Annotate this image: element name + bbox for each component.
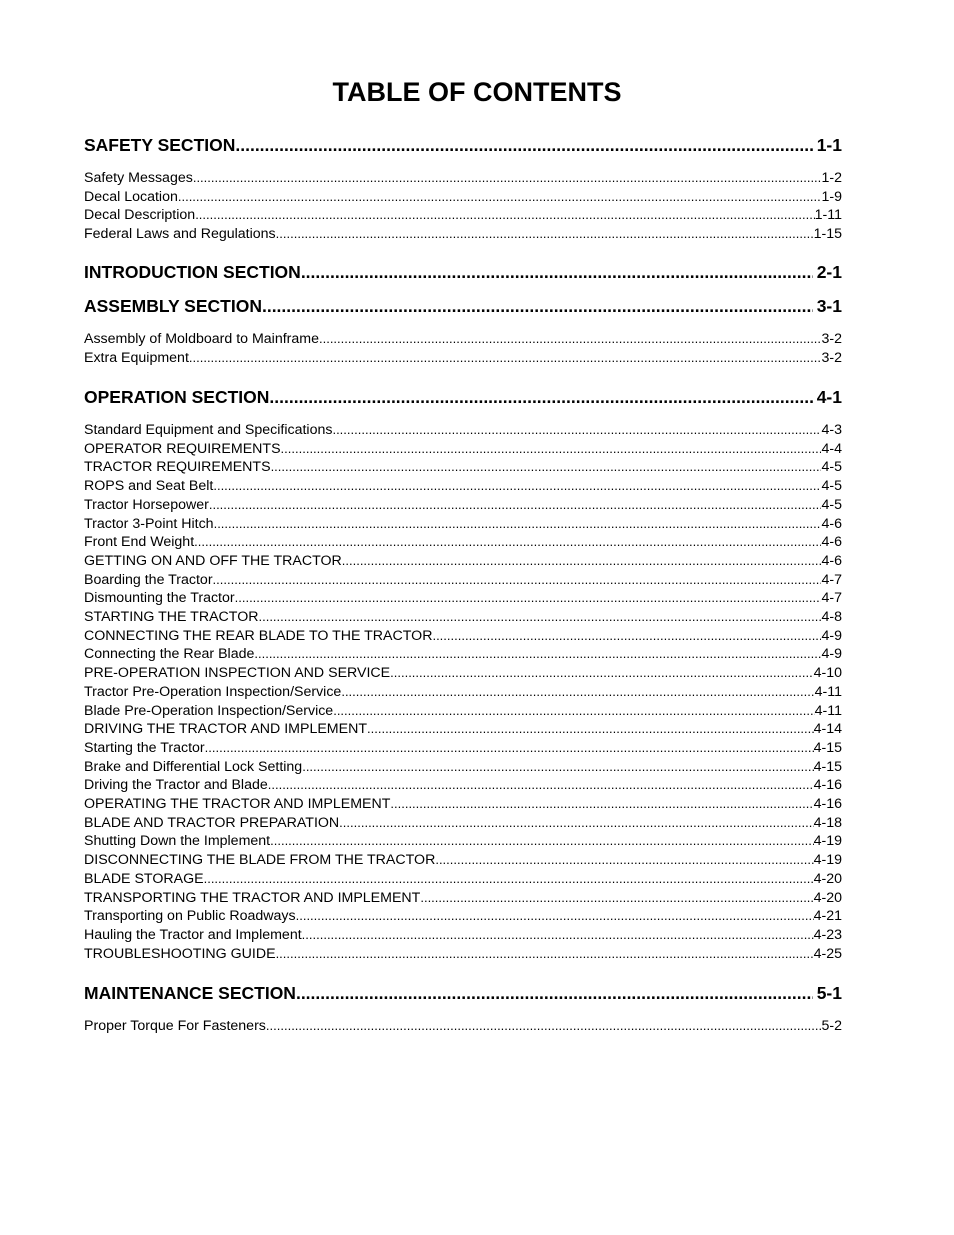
- entry-page-number: 3-2: [821, 349, 842, 366]
- dot-leader: [269, 386, 812, 408]
- dot-leader: [302, 758, 813, 775]
- entry-label: DRIVING THE TRACTOR AND IMPLEMENT: [84, 721, 368, 738]
- toc-entry[interactable]: [84, 1017, 842, 1034]
- entry-page-number: 4-9: [821, 646, 842, 663]
- dot-leader: [342, 552, 822, 569]
- entry-page-number: 4-14: [813, 721, 842, 738]
- dot-leader: [435, 851, 813, 868]
- dot-leader: [205, 739, 814, 756]
- entry-label: Dismounting the Tractor: [84, 590, 235, 607]
- entry-page-number: 4-20: [813, 889, 842, 906]
- entry-label: Tractor Horsepower: [84, 496, 209, 513]
- entry-page-number: 4-19: [813, 852, 842, 869]
- toc-entry[interactable]: [84, 795, 842, 812]
- dot-leader: [432, 627, 821, 644]
- dot-leader: [333, 702, 814, 719]
- entry-page-number: 4-3: [821, 422, 842, 438]
- dot-leader: [301, 261, 813, 283]
- entry-label: Decal Location: [84, 188, 178, 205]
- toc-entry[interactable]: [84, 889, 842, 906]
- entry-label: DISCONNECTING THE BLADE FROM THE TRACTOR: [84, 852, 436, 869]
- toc-entry[interactable]: [84, 739, 842, 756]
- toc-entry[interactable]: [84, 477, 842, 494]
- entry-label: BLADE AND TRACTOR PREPARATION: [84, 814, 340, 831]
- page-title: TABLE OF CONTENTS: [332, 77, 622, 107]
- entry-page-number: 4-25: [813, 945, 842, 962]
- entry-label: Safety Messages: [84, 170, 193, 186]
- toc-entry[interactable]: [84, 188, 842, 205]
- entry-label: Boarding the Tractor: [84, 571, 213, 588]
- entry-page-number: 4-6: [821, 534, 842, 551]
- entry-label: Front End Weight: [84, 534, 195, 551]
- dot-leader: [262, 295, 813, 317]
- entry-label: TROUBLESHOOTING GUIDE: [84, 945, 276, 962]
- toc-entry[interactable]: [84, 758, 842, 775]
- toc-entry[interactable]: [84, 571, 842, 588]
- entry-label: Tractor Pre-Operation Inspection/Service: [84, 683, 342, 700]
- dot-leader: [266, 1017, 822, 1034]
- dot-leader: [420, 889, 813, 906]
- entry-label: Transporting on Public Roadways: [84, 908, 296, 925]
- entry-page-number: 4-15: [813, 739, 842, 756]
- entry-label: Brake and Differential Lock Setting: [84, 758, 303, 775]
- toc-entry[interactable]: [84, 664, 842, 681]
- dot-leader: [296, 907, 814, 924]
- entry-page-number: 4-5: [821, 478, 842, 495]
- dot-leader: [390, 664, 813, 681]
- entry-label: STARTING THE TRACTOR: [84, 609, 259, 625]
- entry-label: GETTING ON AND OFF THE TRACTOR: [84, 552, 342, 569]
- entry-page-number: 4-11: [814, 683, 842, 700]
- dot-leader: [195, 206, 814, 223]
- dot-leader: [276, 225, 814, 242]
- toc-entry[interactable]: [84, 169, 842, 186]
- entry-label: Proper Torque For Fasteners: [84, 1018, 266, 1034]
- dot-leader: [271, 458, 822, 475]
- entry-label: TRACTOR REQUIREMENTS: [84, 459, 271, 476]
- entry-page-number: 4-5: [821, 459, 842, 476]
- entry-page-number: 4-16: [813, 777, 842, 794]
- dot-leader: [178, 188, 822, 205]
- toc-entry[interactable]: [84, 330, 842, 347]
- dot-leader: [209, 496, 822, 513]
- entry-page-number: 4-9: [821, 627, 842, 644]
- entry-page-number: 4-7: [821, 571, 842, 588]
- dot-leader: [254, 645, 821, 662]
- section-label: MAINTENANCE SECTION: [84, 983, 296, 1003]
- section-label: ASSEMBLY SECTION: [84, 296, 262, 316]
- entry-page-number: 4-23: [813, 926, 842, 943]
- dot-leader: [194, 533, 821, 550]
- entry-label: Federal Laws and Regulations: [84, 226, 276, 243]
- dot-leader: [296, 982, 813, 1004]
- dot-leader: [339, 814, 813, 831]
- toc-entry[interactable]: [84, 589, 842, 606]
- entry-label: Standard Equipment and Specifications: [84, 422, 333, 438]
- toc-entry[interactable]: [84, 720, 842, 737]
- entry-page-number: 4-7: [821, 590, 842, 607]
- entry-page-number: 4-6: [821, 552, 842, 569]
- entry-label: Driving the Tractor and Blade: [84, 777, 268, 794]
- entry-label: BLADE STORAGE: [84, 870, 204, 887]
- entry-label: Shutting Down the Implement: [84, 833, 271, 850]
- entry-page-number: 4-19: [813, 833, 842, 850]
- section-page-number: 5-1: [816, 983, 842, 1003]
- toc-entry[interactable]: [84, 683, 842, 700]
- toc-section-entry[interactable]: [84, 982, 842, 1004]
- dot-leader: [213, 477, 821, 494]
- toc-section-entry[interactable]: [84, 386, 842, 408]
- dot-leader: [213, 571, 822, 588]
- entry-page-number: 4-8: [821, 609, 842, 625]
- toc-entry[interactable]: [84, 851, 842, 868]
- toc-entry[interactable]: [84, 945, 842, 962]
- entry-label: OPERATING THE TRACTOR AND IMPLEMENT: [84, 796, 391, 812]
- dot-leader: [341, 683, 814, 700]
- toc-entry[interactable]: [84, 870, 842, 887]
- toc-entry[interactable]: [84, 349, 842, 366]
- dot-leader: [258, 608, 821, 625]
- entry-page-number: 3-2: [821, 331, 842, 347]
- toc-entry[interactable]: [84, 496, 842, 513]
- toc-entry[interactable]: [84, 225, 842, 242]
- entry-page-number: 4-4: [821, 440, 842, 457]
- entry-label: PRE-OPERATION INSPECTION AND SERVICE: [84, 665, 391, 682]
- section-page-number: 4-1: [816, 387, 842, 407]
- toc-entry[interactable]: [84, 552, 842, 569]
- section-page-number: 2-1: [816, 262, 842, 282]
- entry-label: TRANSPORTING THE TRACTOR AND IMPLEMENT: [84, 889, 421, 906]
- entry-page-number: 1-2: [821, 170, 842, 186]
- entry-page-number: 4-15: [813, 758, 842, 775]
- toc-entry[interactable]: [84, 776, 842, 793]
- dot-leader: [270, 832, 813, 849]
- toc-entry[interactable]: [84, 702, 842, 719]
- dot-leader: [302, 926, 814, 943]
- entry-page-number: 4-6: [821, 515, 842, 532]
- toc-section-entry[interactable]: [84, 295, 842, 317]
- entry-page-number: 4-10: [813, 665, 842, 682]
- toc-entry[interactable]: [84, 907, 842, 924]
- entry-label: Connecting the Rear Blade: [84, 646, 255, 663]
- entry-label: Tractor 3-Point Hitch: [84, 515, 214, 532]
- dot-leader: [319, 330, 822, 347]
- dot-leader: [235, 589, 822, 606]
- toc-entry[interactable]: [84, 458, 842, 475]
- section-page-number: 3-1: [816, 296, 842, 316]
- toc-section-entry[interactable]: [84, 261, 842, 283]
- toc-entry[interactable]: [84, 814, 842, 831]
- entry-label: Assembly of Moldboard to Mainframe: [84, 331, 319, 347]
- toc-entry[interactable]: [84, 206, 842, 223]
- entry-page-number: 1-15: [813, 226, 842, 243]
- entry-page-number: 4-5: [821, 496, 842, 513]
- section-label: INTRODUCTION SECTION: [84, 262, 301, 282]
- toc-entry[interactable]: [84, 627, 842, 644]
- entry-page-number: 1-11: [814, 207, 842, 224]
- entry-label: CONNECTING THE REAR BLADE TO THE TRACTOR: [84, 627, 433, 644]
- dot-leader: [281, 440, 822, 457]
- dot-leader: [367, 720, 814, 737]
- toc-entry[interactable]: [84, 515, 842, 532]
- dot-leader: [214, 515, 822, 532]
- toc-entry[interactable]: [84, 533, 842, 550]
- toc-entry[interactable]: [84, 645, 842, 662]
- section-label: SAFETY SECTION: [84, 135, 236, 155]
- entry-page-number: 1-9: [821, 188, 842, 205]
- toc-entry[interactable]: [84, 421, 842, 438]
- entry-page-number: 4-20: [813, 870, 842, 887]
- entry-page-number: 4-16: [813, 796, 842, 812]
- dot-leader: [276, 945, 814, 962]
- entry-page-number: 4-11: [814, 702, 842, 719]
- toc-entry[interactable]: [84, 608, 842, 625]
- dot-leader: [235, 134, 812, 156]
- toc-entry[interactable]: [84, 440, 842, 457]
- dot-leader: [332, 421, 821, 438]
- entry-page-number: 5-2: [821, 1018, 842, 1034]
- dot-leader: [268, 776, 814, 793]
- entry-label: Blade Pre-Operation Inspection/Service: [84, 702, 334, 719]
- entry-label: Starting the Tractor: [84, 739, 205, 756]
- dot-leader: [189, 349, 822, 366]
- dot-leader: [193, 169, 822, 186]
- section-label: OPERATION SECTION: [84, 387, 270, 407]
- toc-section-entry[interactable]: [84, 134, 842, 156]
- entry-page-number: 4-21: [813, 908, 842, 925]
- entry-label: OPERATOR REQUIREMENTS: [84, 440, 281, 457]
- entry-label: ROPS and Seat Belt: [84, 478, 214, 495]
- toc-entry[interactable]: [84, 926, 842, 943]
- entry-label: Decal Description: [84, 207, 196, 224]
- entry-label: Extra Equipment: [84, 349, 189, 366]
- dot-leader: [390, 795, 813, 812]
- dot-leader: [204, 870, 814, 887]
- entry-label: Hauling the Tractor and Implement: [84, 926, 302, 943]
- toc-entry[interactable]: [84, 832, 842, 849]
- entry-page-number: 4-18: [813, 814, 842, 831]
- section-page-number: 1-1: [816, 135, 842, 155]
